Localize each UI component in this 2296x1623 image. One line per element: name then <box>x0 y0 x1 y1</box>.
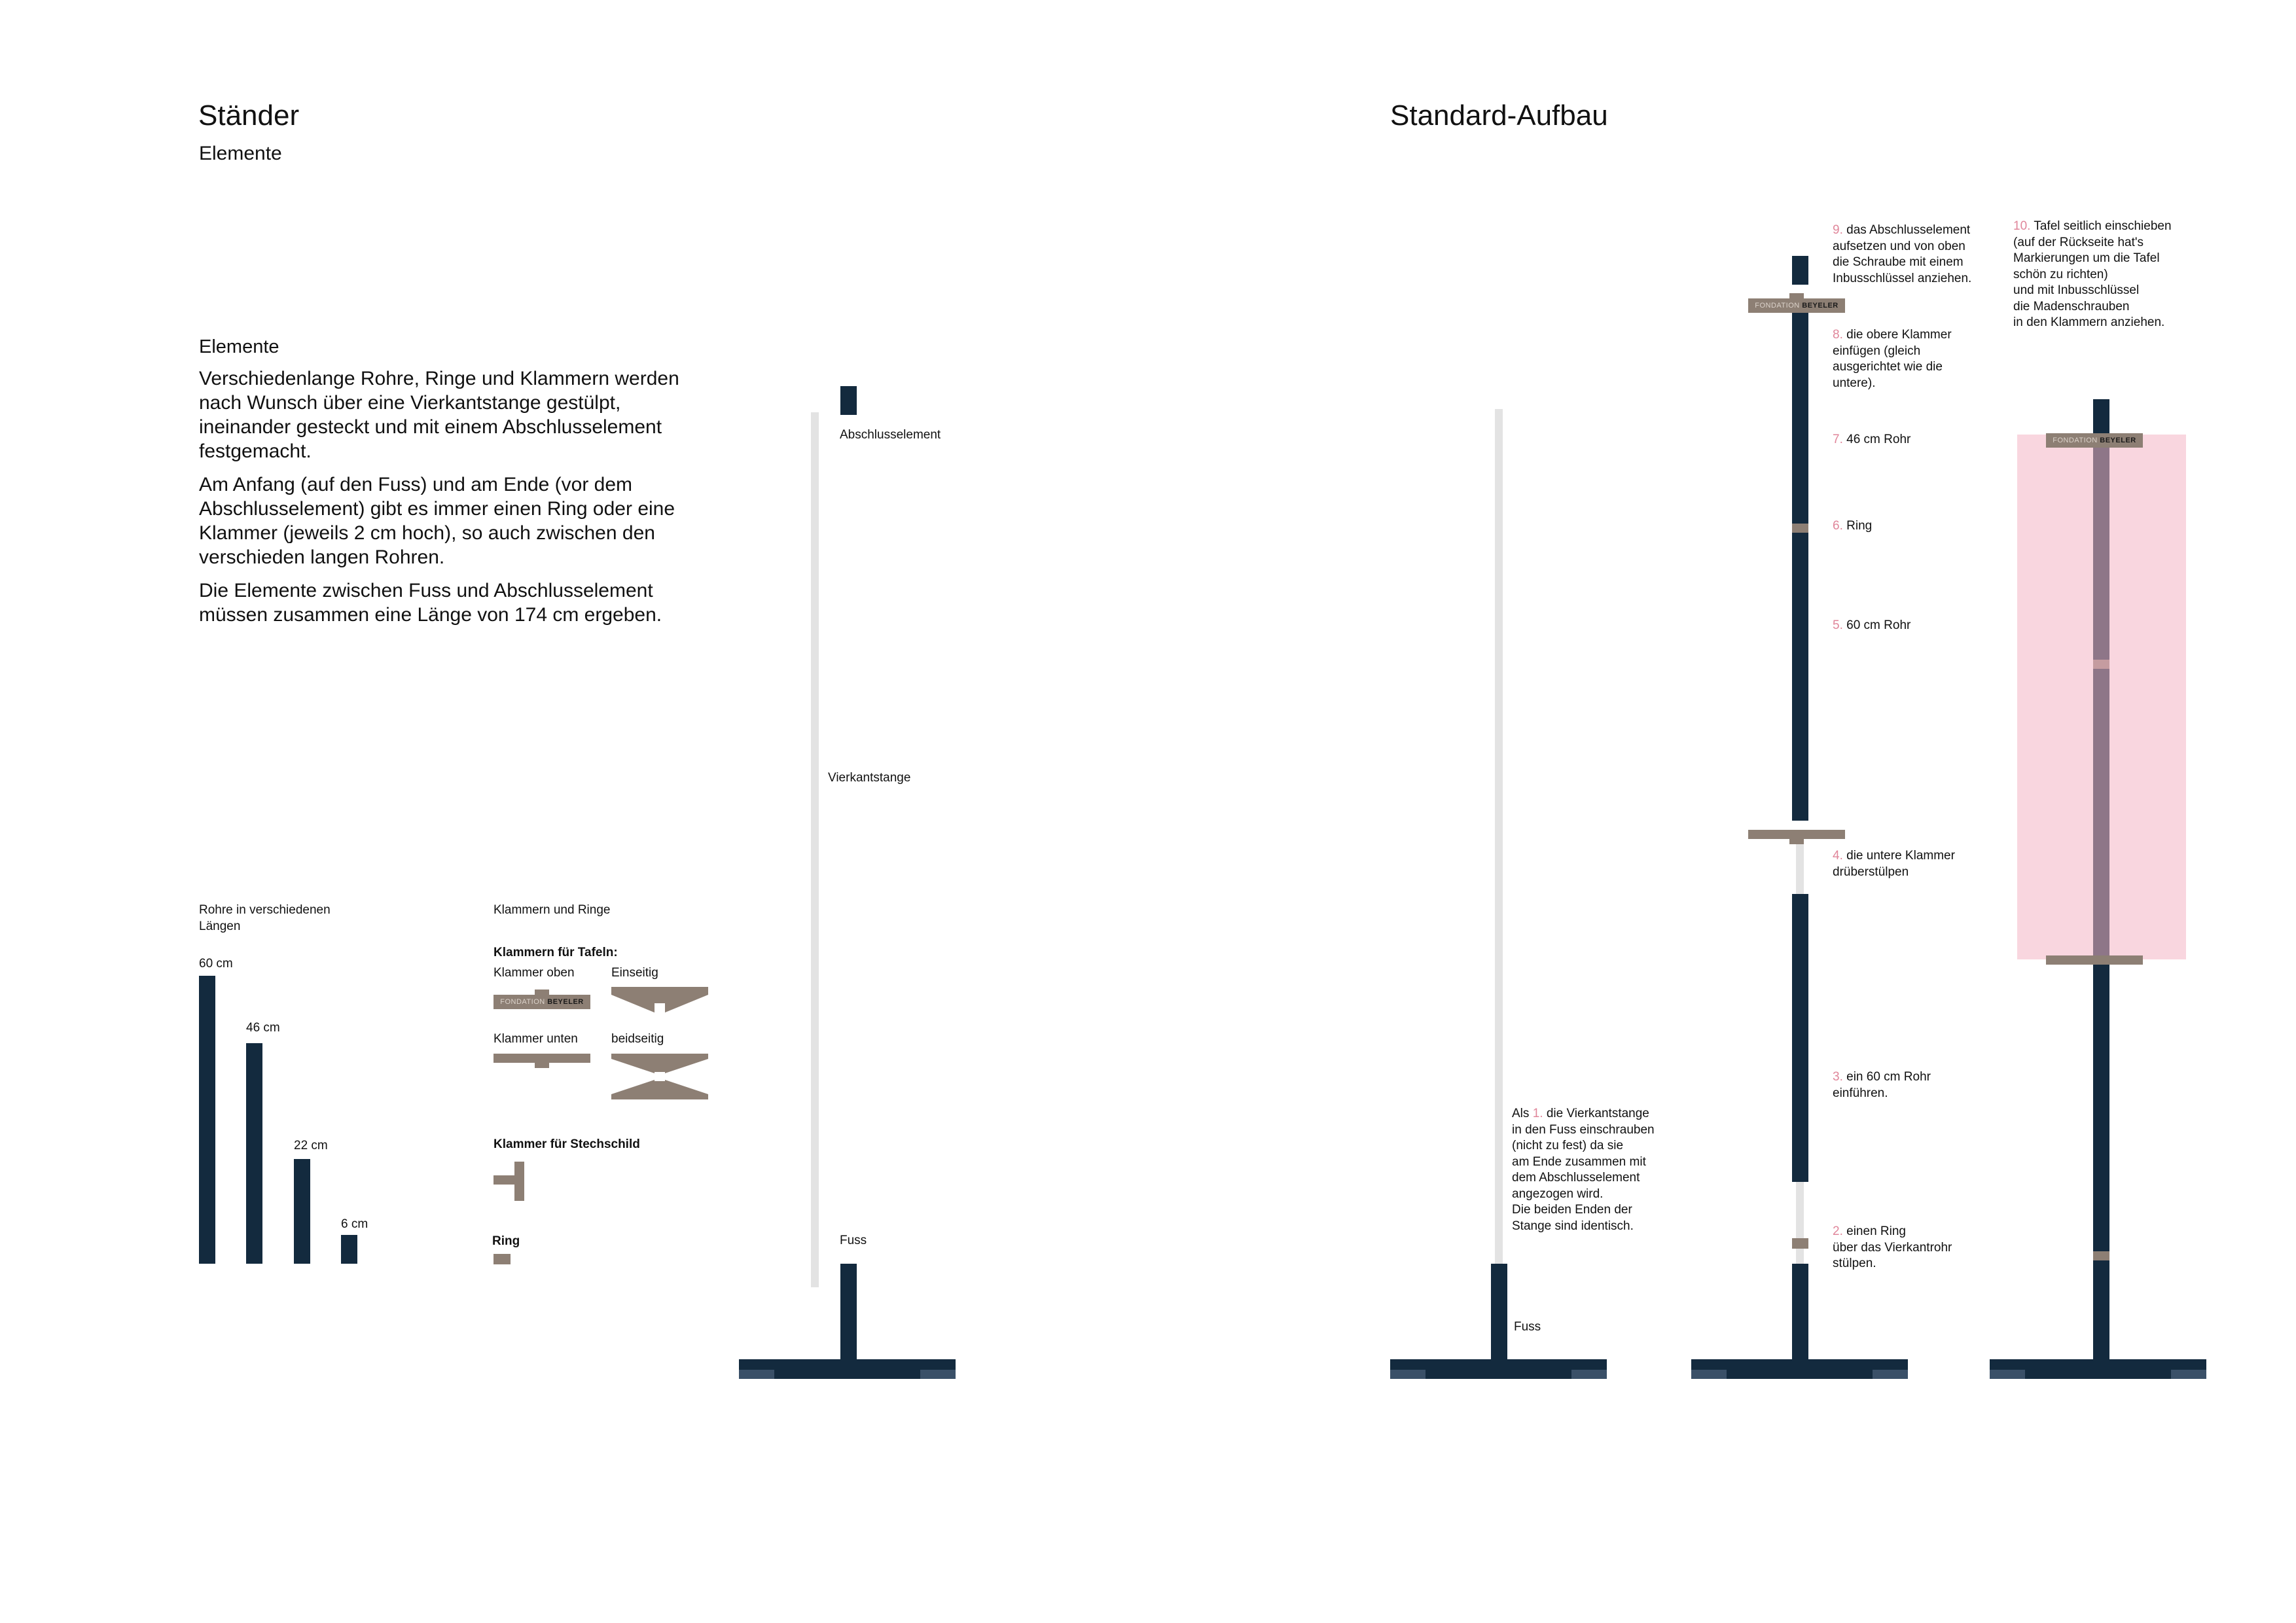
clamp-two-sided-icon <box>611 1054 708 1099</box>
stage1-foot-post <box>1491 1264 1507 1359</box>
clamp-top-brand: FONDATION BEYELER <box>500 998 584 1006</box>
square-rod-label: Vierkantstange <box>828 771 911 785</box>
clamp-one-sided-label: Einseitig <box>611 966 658 980</box>
stage3-foot-tab-right <box>2171 1370 2206 1379</box>
clamp-top-label: Klammer oben <box>493 966 575 980</box>
tube-6cm <box>341 1235 357 1264</box>
stage2-clamp-top-brand: FONDATION BEYELER <box>1755 302 1839 310</box>
step-1-line: Stange sind identisch. <box>1512 1219 1634 1233</box>
tube-46cm <box>246 1043 262 1264</box>
stage2-clamp-bottom-nub <box>1789 839 1804 844</box>
intro-text <box>199 366 696 636</box>
clamps-for-panels-label: Klammern für Tafeln: <box>493 946 618 959</box>
intro-paragraph-2: Am Anfang (auf den Fuss) und am Ende (vor dem Abschlusselement) gibt es immer einen Ring oder eine Klammer (jeweils 2 cm hoch), so auch zwischen den verschieden langen Rohren. <box>199 474 675 568</box>
intro-paragraph-1: Verschiedenlange Rohre, Ringe und Klammern werden nach Wunsch über eine Vierkantstange gestülpt, ineinander gesteckt und mit einem Abschlusselement festgemacht. <box>199 368 679 462</box>
step-1-line: Die beiden Enden der <box>1512 1203 1632 1217</box>
stage3-foot-tab-left <box>1990 1370 2025 1379</box>
tube-22cm <box>294 1159 310 1264</box>
clamp-bottom-nub <box>535 1063 549 1068</box>
clamp-sign-plate <box>514 1162 524 1201</box>
clamp-top-nub <box>535 990 549 995</box>
stage1-square-rod <box>1495 409 1503 1264</box>
step-1-text <box>1512 1106 1655 1234</box>
clamp-sign-arm <box>493 1175 514 1185</box>
step-5-text: 5. 60 cm Rohr <box>1833 618 1911 632</box>
end-element-block <box>840 386 857 415</box>
stage2-foot-tab-left <box>1691 1370 1727 1379</box>
stage2-ring-lower <box>1792 1238 1808 1249</box>
tube-label-60: 60 cm <box>199 957 233 971</box>
step-1-line: am Ende zusammen mit <box>1512 1154 1646 1169</box>
page-title-standard-aufbau: Standard-Aufbau <box>1390 99 1608 132</box>
step-4-text: 4. die untere Klammer drüberstülpen <box>1833 849 1955 879</box>
stage2-foot-tab-right <box>1873 1370 1908 1379</box>
stage2-clamp-bottom <box>1748 830 1845 839</box>
tube-label-22: 22 cm <box>294 1139 328 1152</box>
clamp-bottom-shape <box>493 1054 590 1063</box>
stage2-foot-post <box>1792 1264 1808 1359</box>
tube-label-46: 46 cm <box>246 1021 280 1035</box>
ring-icon <box>493 1254 511 1264</box>
stage2-end-element <box>1792 256 1808 285</box>
stage2-ring-upper <box>1792 524 1808 533</box>
step-1-line: dem Abschlusselement <box>1512 1171 1640 1185</box>
intro-heading: Elemente <box>199 336 279 357</box>
foot-tab-left-middle <box>739 1370 774 1379</box>
square-rod <box>811 412 819 1287</box>
stage1-foot-tab-left <box>1390 1370 1426 1379</box>
step-7-text: 7. 46 cm Rohr <box>1833 433 1911 446</box>
page-title-staender: Ständer <box>198 99 300 132</box>
tube-label-6: 6 cm <box>341 1217 368 1231</box>
foot-tab-right-middle <box>920 1370 956 1379</box>
stage2-tube-46 <box>1792 313 1808 524</box>
ring-label: Ring <box>492 1234 520 1248</box>
foot-post-middle <box>840 1264 857 1359</box>
intro-paragraph-3: Die Elemente zwischen Fuss und Abschlusselement müssen zusammen eine Länge von 174 cm ergeben. <box>199 580 662 626</box>
end-element-label: Abschlusselement <box>840 428 941 442</box>
stage2-tube-60-upper <box>1792 533 1808 821</box>
page-subtitle: Elemente <box>199 143 282 164</box>
clamp-top-shape <box>493 995 590 1009</box>
stage2-clamp-top-nub <box>1789 293 1804 298</box>
stage3-ring-lower <box>2093 1251 2109 1260</box>
step-1-line: (nicht zu fest) da sie <box>1512 1139 1624 1152</box>
stage3-clamp-top-brand: FONDATION BEYELER <box>2053 437 2136 444</box>
foot-label-middle: Fuss <box>840 1234 867 1247</box>
stage3-clamp-bottom <box>2046 955 2143 965</box>
clamps-heading: Klammern und Ringe <box>493 903 611 917</box>
step-2-text: 2. einen Ring über das Vierkantrohr stülpen. <box>1833 1224 1952 1270</box>
step-10-text: 10. Tafel seitlich einschieben (auf der Rückseite hat's Markierungen um die Tafel schön zu richten) und mit Inbusschlüssel die Madenschrauben in den Klammern anziehen. <box>2013 219 2172 329</box>
stage1-foot-tab-right <box>1571 1370 1607 1379</box>
clamp-bottom-label: Klammer unten <box>493 1032 578 1046</box>
stage2-tube-60-lower <box>1792 894 1808 1182</box>
step-1-line: Als 1. die Vierkantstange <box>1512 1107 1649 1120</box>
stage1-foot-label: Fuss <box>1514 1320 1541 1334</box>
tubes-heading: Rohre in verschiedenen Längen <box>199 903 331 933</box>
step-9-text: 9. das Abschlusselement aufsetzen und von oben die Schraube mit einem Inbusschlüssel anziehen. <box>1833 223 1972 285</box>
stage3-panel <box>2017 435 2186 959</box>
clamp-sign-label: Klammer für Stechschild <box>493 1137 640 1151</box>
step-6-text: 6. Ring <box>1833 519 1873 533</box>
step-3-text: 3. ein 60 cm Rohr einführen. <box>1833 1070 1931 1100</box>
stage3-clamp-top <box>2046 433 2143 448</box>
step-1-line: angezogen wird. <box>1512 1186 1604 1201</box>
clamp-two-sided-label: beidseitig <box>611 1032 664 1046</box>
step-8-text: 8. die obere Klammer einfügen (gleich ausgerichtet wie die untere). <box>1833 328 1952 390</box>
step-1-line: in den Fuss einschrauben <box>1512 1122 1655 1137</box>
tube-60cm <box>199 976 215 1264</box>
clamp-one-sided-icon <box>611 987 708 1020</box>
stage2-clamp-top <box>1748 298 1845 313</box>
